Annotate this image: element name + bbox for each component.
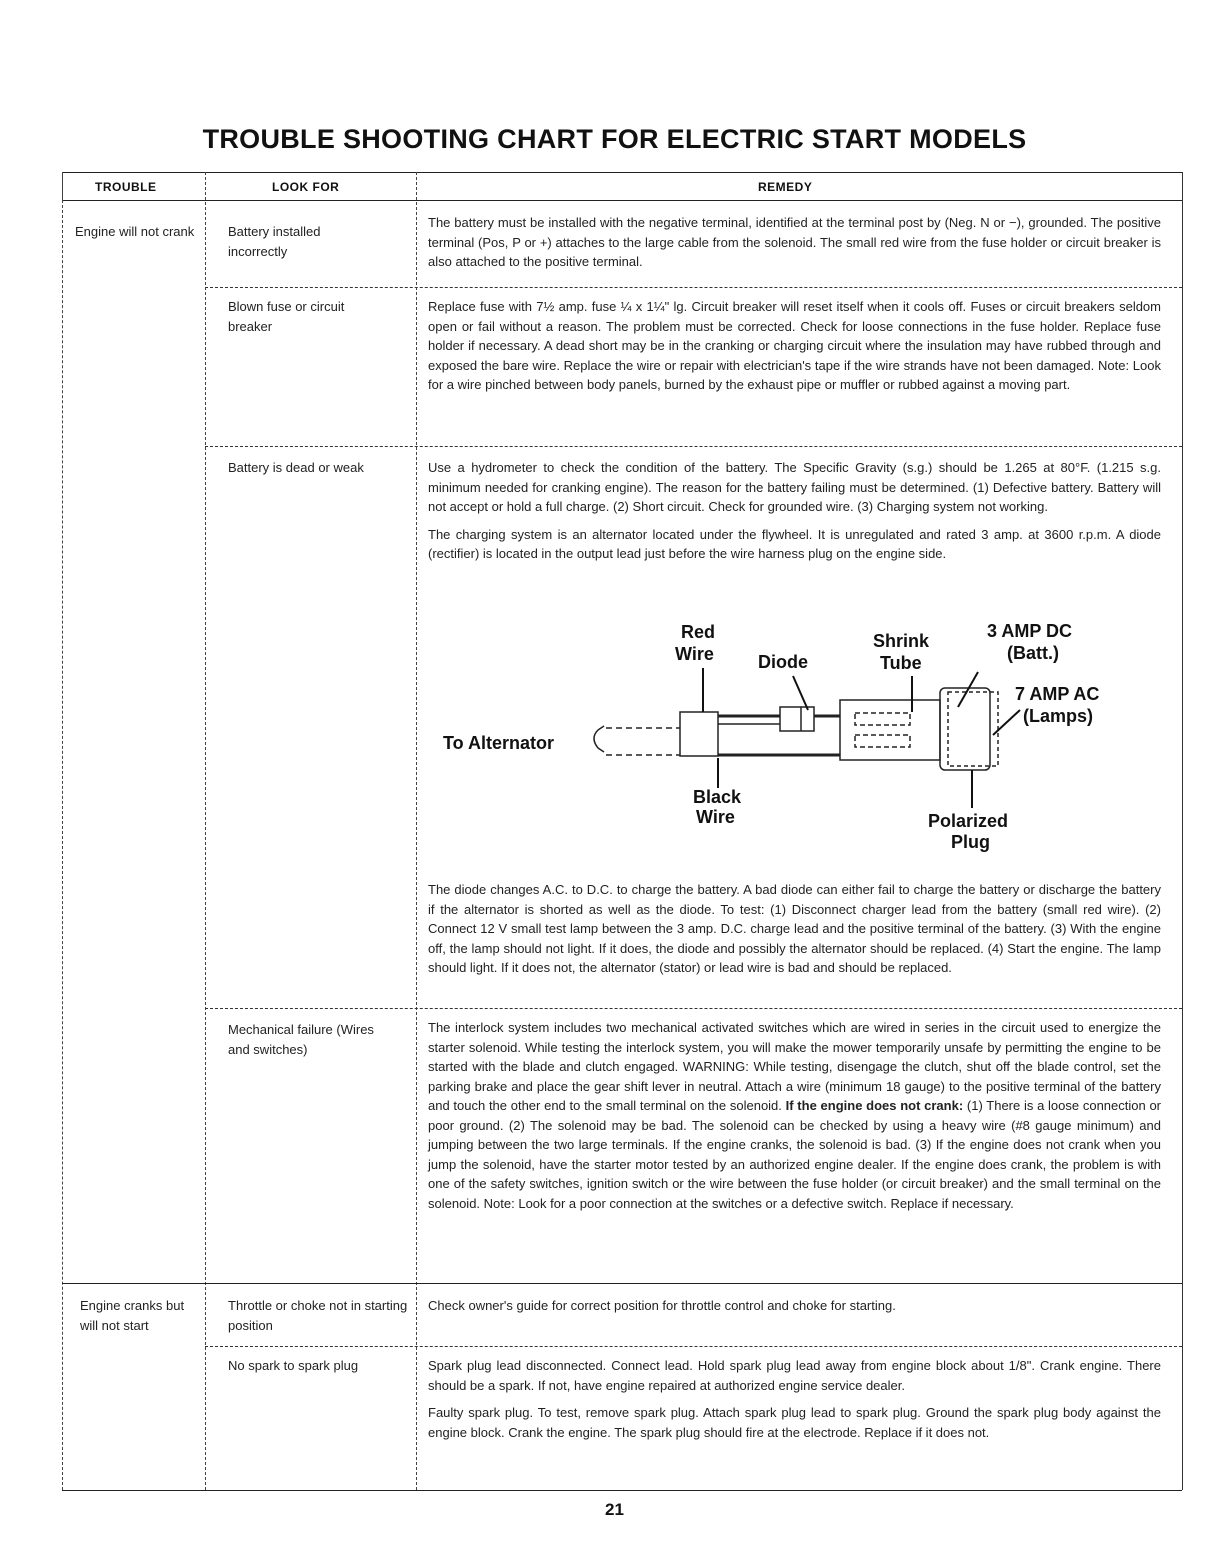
remedy-diode-test xyxy=(428,880,1161,986)
harness-drawing xyxy=(594,688,998,770)
remedy-text: The charging system is an alternator located under the flywheel. It is unregulated and rated 3 amp. at 3600 r.p.m. A diode (rectifier) is located in the output lead just before the wire harness plug on the engine side. xyxy=(428,526,1161,561)
remedy-text: Spark plug lead disconnected. Connect lead. Hold spark plug lead away from engine block about 1/8". Crank engine. There should be a spark. If not, have engine repaired at authorized engine service dealer. xyxy=(428,1358,1161,1393)
header-trouble: TROUBLE xyxy=(95,180,157,194)
page-number: 21 xyxy=(605,1500,624,1519)
label-shrink: Shrink xyxy=(873,631,930,651)
look-for-mechanical-failure: Mechanical failure (Wires and switches) xyxy=(228,1022,374,1057)
look-for-blown-fuse: Blown fuse or circuit breaker xyxy=(228,299,345,334)
page-title: TROUBLE SHOOTING CHART FOR ELECTRIC START MODELS xyxy=(202,124,1027,154)
header-look-for: LOOK FOR xyxy=(272,180,340,194)
remedy-text: Use a hydrometer to check the condition of the battery. The Specific Gravity (s.g.) should be 1.265 at 80°F. (1.215 s.g. minimum needed for cranking engine). The reason for the battery failing must be determined. (1) Defective battery. Battery will not accept or hold a full charge. (2) Short circuit. Check for grounded wire. (3) Charging system not working. xyxy=(428,460,1161,514)
label-red-wire: Red xyxy=(681,622,716,642)
remedy-text: Faulty spark plug. To test, remove spark plug. Attach spark plug lead to spark plug. Ground the spark plug body against the engine block. Crank the engine. The spark plug should fire at the electrode. Replace if it does not. xyxy=(428,1405,1161,1440)
look-for-no-spark: No spark to spark plug xyxy=(228,1358,359,1373)
remedy-text-a: The interlock system includes two mechanical activated switches which are wired in series in the circuit used to energize the starter solenoid. While testing the interlock system, you will make the mower temporarily unsafe by permitting the engine to be started with the blade and clutch engaged. WARNING: While testing, disengage the clutch, shut off the blade control, set the parking brake and place the gear shift lever in neutral. Attach a wire (minimum 18 gauge) to the positive terminal of the battery and touch the other end to the small terminal on the solenoid. xyxy=(428,1020,1161,1113)
label-red-wire-2: Wire xyxy=(675,644,714,664)
trouble-engine-will-not-crank: Engine will not crank xyxy=(75,224,195,239)
remedy-mechanical-failure xyxy=(428,1018,1161,1221)
label-plug: Plug xyxy=(951,832,990,852)
remedy-text: Check owner's guide for correct position for throttle control and choke for starting. xyxy=(428,1298,896,1313)
label-to-alternator: To Alternator xyxy=(443,733,554,753)
label-7-amp-ac: 7 AMP AC xyxy=(1015,684,1100,704)
look-for-battery-dead: Battery is dead or weak xyxy=(228,460,364,475)
remedy-throttle-choke xyxy=(428,1296,1161,1324)
label-polarized: Polarized xyxy=(928,811,1009,831)
label-tube: Tube xyxy=(880,653,922,673)
look-for-battery-installed: Battery installed incorrectly xyxy=(228,224,321,259)
remedy-no-spark xyxy=(428,1356,1161,1450)
remedy-text: The battery must be installed with the negative terminal, identified at the terminal post by (Neg. N or −), grounded. The positive terminal (Pos, P or +) attaches to the large cable from the solenoid. The small red wire from the fuse holder or circuit breaker is also attached to the positive terminal. xyxy=(428,215,1161,269)
header-remedy: REMEDY xyxy=(758,180,813,194)
label-3-amp-dc: 3 AMP DC xyxy=(987,621,1073,641)
remedy-text-b: (1) There is a loose connection or poor ground. (2) The solenoid may be bad. The solenoid can be checked by using a heavy wire (#8 gauge minimum) and jumping between the two large terminals. If the engine cranks, the solenoid is bad. (3) If the engine does not crank when you jump the solenoid, have the starter motor tested by an authorized engine dealer. If the engine does crank, the problem is with one of the safety switches, ignition switch or the wire between the fuse holder (or circuit breaker) and the small terminal on the solenoid. Note: Look for a poor connection at the switches or a defective switch. Replace if necessary. xyxy=(428,1098,1161,1211)
label-diode: Diode xyxy=(758,652,809,672)
remedy-text: Replace fuse with 7½ amp. fuse ¼ x 1¼" lg. Circuit breaker will reset itself when it cools off. Fuses or circuit breakers seldom open or fail without a reason. The problem must be corrected. Check for loose connections in the fuse holder. Replace fuse holder if necessary. A dead short may be in the cranking or charging circuit where the insulation may have rubbed through and exposed the bare wire. Replace the wire or repair with electrician's tape if the wire strands have not been damaged. Note: Look for a wire pinched between body panels, burned by the exhaust pipe or muffler or rubbed against a moving part. xyxy=(428,299,1161,392)
remedy-text: The diode changes A.C. to D.C. to charge the battery. A bad diode can either fail to charge the battery or discharge the battery if the alternator is shorted as well as the diode. To test: (1) Disconnect charger lead from the battery (small red wire). (2) Connect 12 V small test lamp between the 3 amp. D.C. charge lead and the positive terminal of the battery. (3) With the engine off, the lamp should not light. If it does, the diode and possibly the alternator should be replaced. (4) Start the engine. The lamp should light. If it does not, the alternator (stator) or lead wire is bad and should be replaced. xyxy=(428,882,1161,975)
trouble-engine-cranks-no-start: Engine cranks but will not start xyxy=(80,1298,185,1333)
callout-arrows xyxy=(703,668,1020,808)
remedy-warning-bold: If the engine does not crank: xyxy=(785,1098,964,1113)
label-batt: (Batt.) xyxy=(1007,643,1059,663)
label-black-wire: Wire xyxy=(696,807,735,827)
label-lamps: (Lamps) xyxy=(1023,706,1094,726)
remedy-text xyxy=(428,1018,1161,1213)
look-for-throttle-choke: Throttle or choke not in starting position xyxy=(228,1298,408,1333)
label-black: Black xyxy=(693,787,742,807)
